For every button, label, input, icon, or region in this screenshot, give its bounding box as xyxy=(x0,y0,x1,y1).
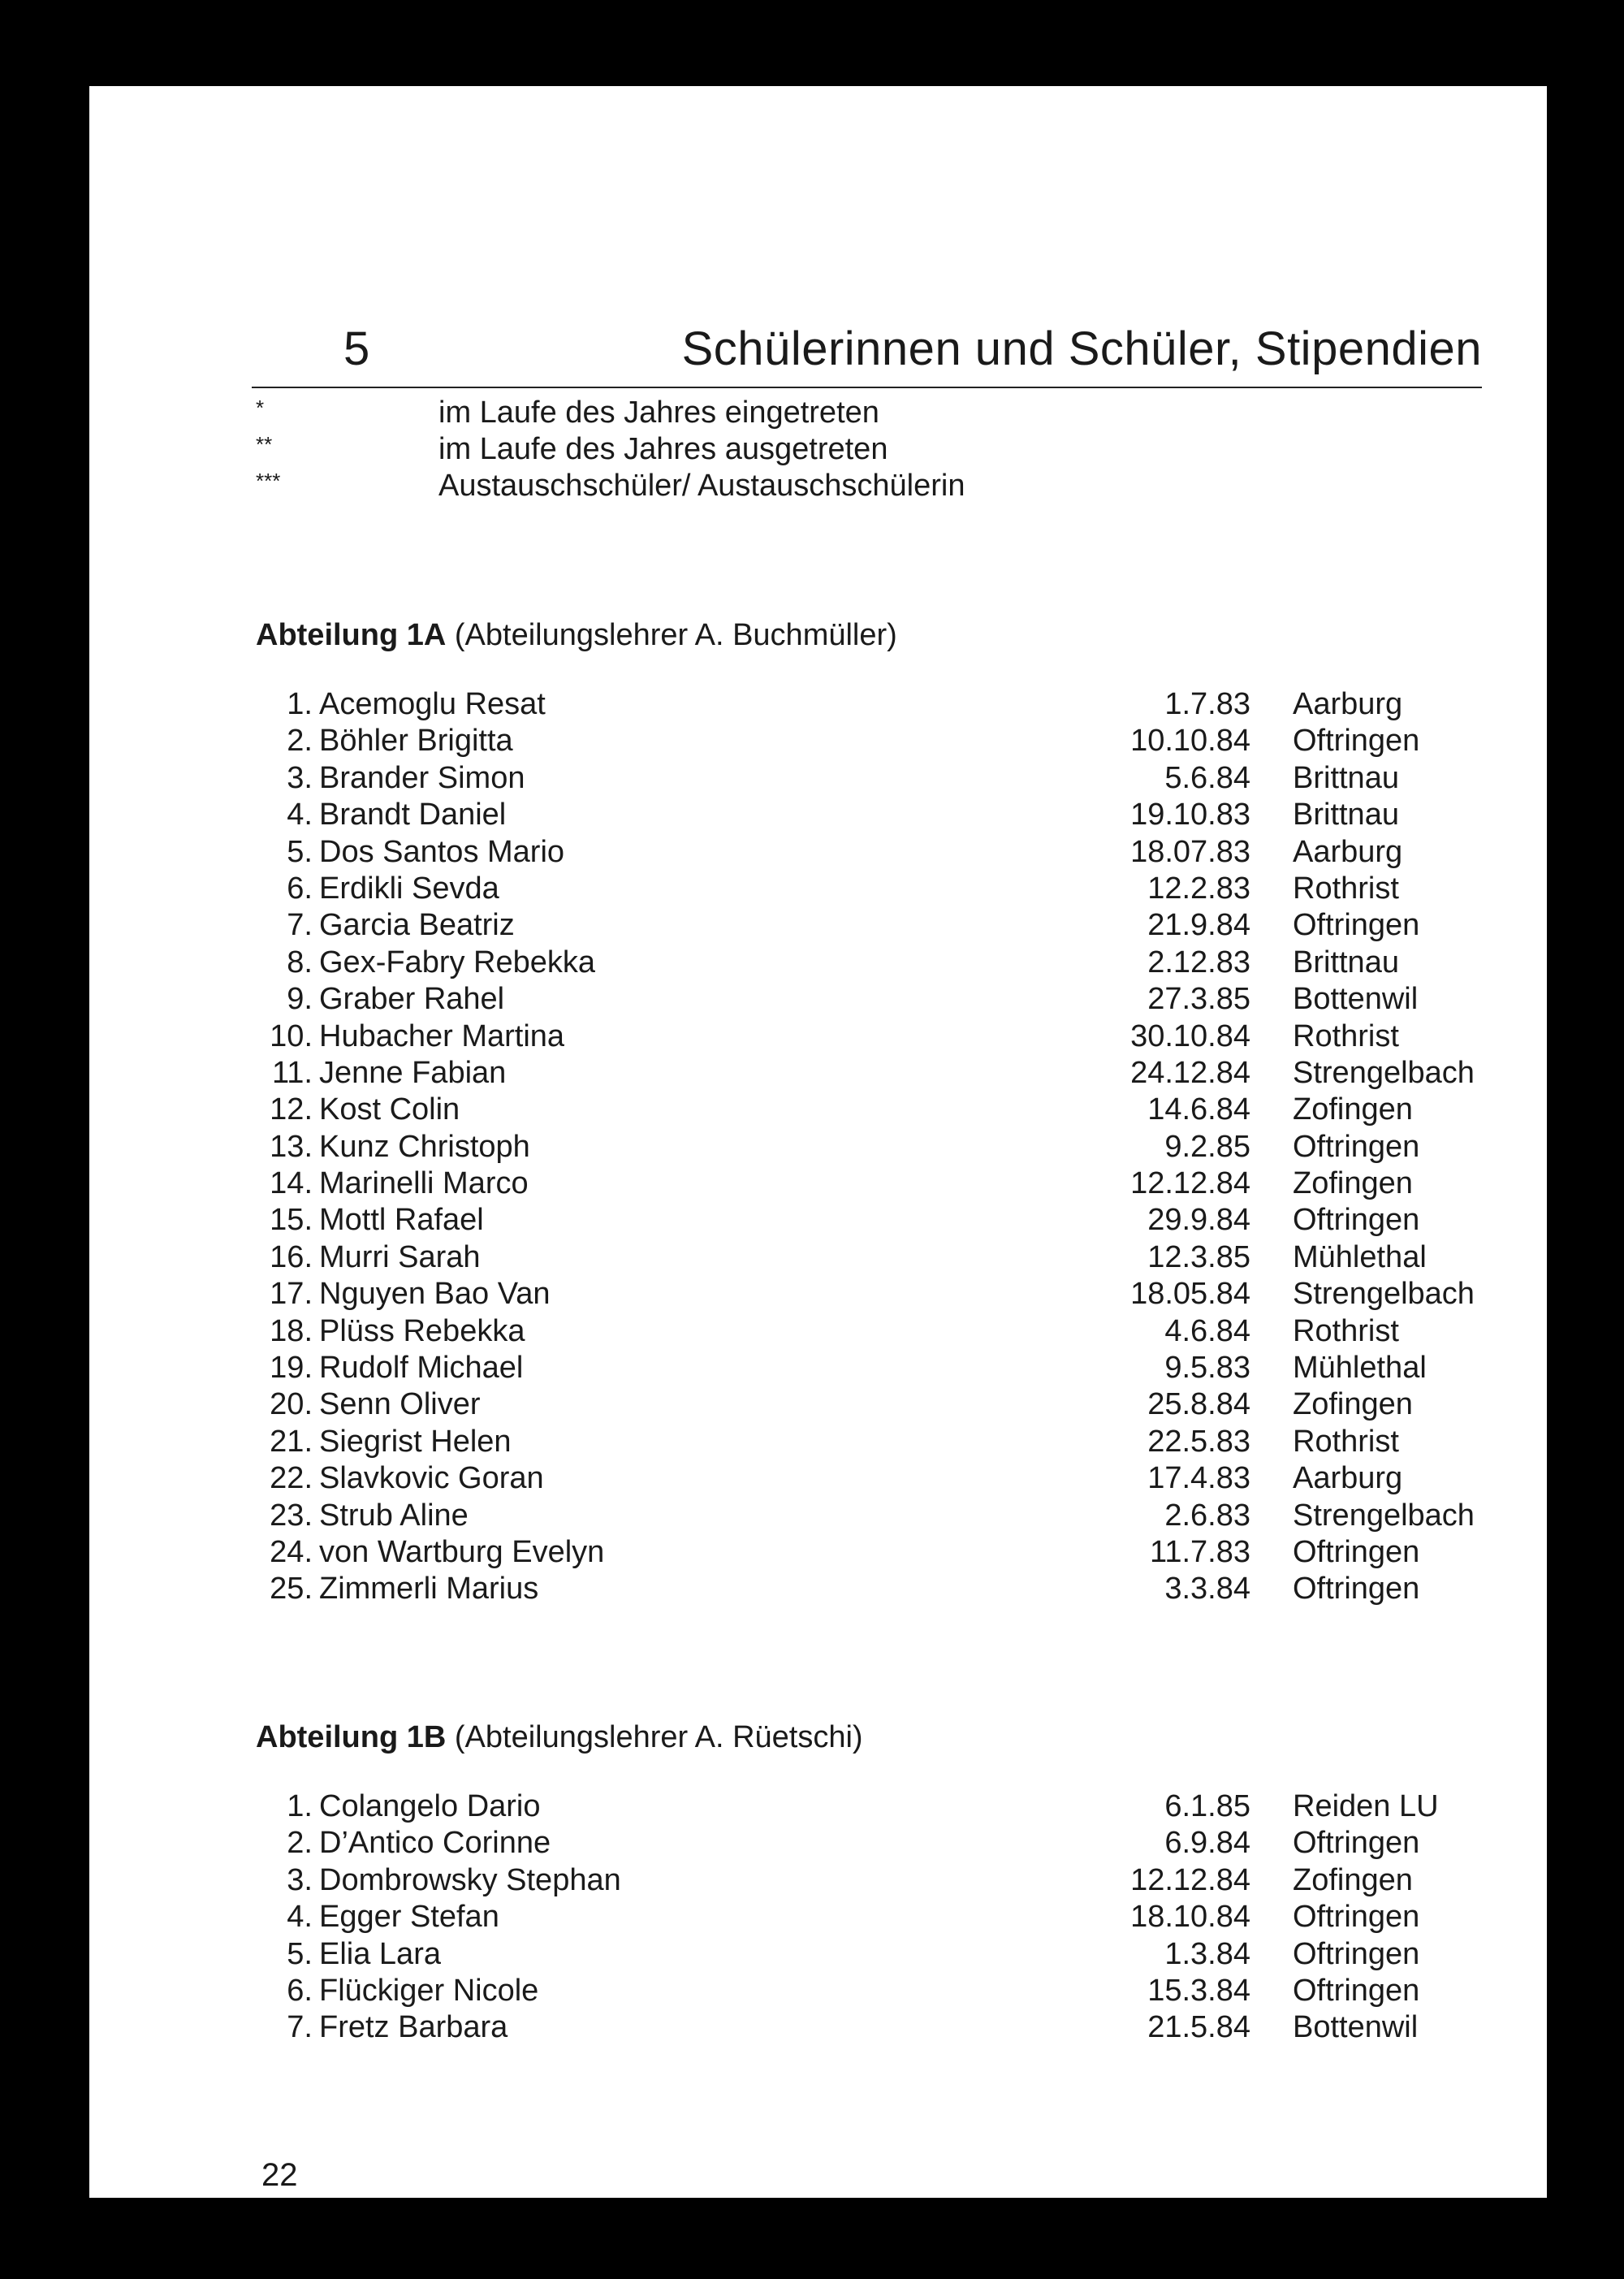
student-name: Brander Simon xyxy=(319,760,525,795)
student-row xyxy=(256,1571,1474,1607)
birth-date: 6.9.84 xyxy=(1164,1826,1250,1861)
student-row xyxy=(256,1862,1474,1899)
home-town: Oftringen xyxy=(1293,1534,1420,1569)
student-row xyxy=(256,760,1474,797)
birth-date: 22.5.83 xyxy=(1147,1424,1250,1459)
student-row xyxy=(256,1386,1474,1423)
birth-date: 18.10.84 xyxy=(1130,1900,1250,1935)
home-town: Brittnau xyxy=(1293,760,1399,795)
student-row xyxy=(256,1973,1474,2009)
student-number: 21. xyxy=(270,1424,313,1459)
birth-date: 12.3.85 xyxy=(1147,1239,1250,1274)
student-name: Plüss Rebekka xyxy=(319,1313,525,1348)
student-number: 5. xyxy=(287,1936,313,1971)
home-town: Bottenwil xyxy=(1293,2010,1419,2045)
student-name: Senn Oliver xyxy=(319,1387,481,1422)
student-number: 24. xyxy=(270,1534,313,1569)
student-name: Dos Santos Mario xyxy=(319,834,565,869)
home-town: Zofingen xyxy=(1293,1862,1413,1897)
student-number: 7. xyxy=(287,2010,313,2045)
birth-date: 2.6.83 xyxy=(1164,1498,1250,1533)
student-row xyxy=(256,1092,1474,1128)
section-title: Abteilung 1A xyxy=(256,618,447,652)
student-row xyxy=(256,1313,1474,1350)
section-heading-1a xyxy=(256,618,897,653)
student-number: 2. xyxy=(287,724,313,759)
section-teacher: (Abteilungslehrer A. Buchmüller) xyxy=(454,618,897,652)
birth-date: 1.7.83 xyxy=(1164,687,1250,721)
birth-date: 25.8.84 xyxy=(1147,1387,1250,1422)
student-number: 2. xyxy=(287,1826,313,1861)
student-number: 17. xyxy=(270,1277,313,1312)
section-heading-1b xyxy=(256,1720,863,1755)
home-town: Oftringen xyxy=(1293,908,1420,943)
home-town: Oftringen xyxy=(1293,1203,1420,1238)
home-town: Reiden LU xyxy=(1293,1789,1439,1823)
home-town: Aarburg xyxy=(1293,1461,1403,1496)
home-town: Aarburg xyxy=(1293,687,1403,721)
student-name: Kost Colin xyxy=(319,1092,460,1127)
student-row xyxy=(256,1788,1474,1825)
home-town: Oftringen xyxy=(1293,1129,1420,1164)
student-name: D’Antico Corinne xyxy=(319,1826,551,1861)
student-row xyxy=(256,945,1474,981)
student-row xyxy=(256,1018,1474,1055)
birth-date: 5.6.84 xyxy=(1164,760,1250,795)
student-number: 6. xyxy=(287,1973,313,2008)
home-town: Zofingen xyxy=(1293,1166,1413,1201)
student-name: Murri Sarah xyxy=(319,1239,481,1274)
section-teacher: (Abteilungslehrer A. Rüetschi) xyxy=(454,1720,863,1754)
home-town: Strengelbach xyxy=(1293,1055,1475,1090)
home-town: Mühlethal xyxy=(1293,1351,1427,1386)
legend-symbol: * xyxy=(256,396,265,420)
student-number: 18. xyxy=(270,1313,313,1348)
student-row xyxy=(256,723,1474,759)
student-row xyxy=(256,1202,1474,1239)
home-town: Oftringen xyxy=(1293,724,1420,759)
home-town: Oftringen xyxy=(1293,1973,1420,2008)
student-name: Erdikli Sevda xyxy=(319,871,499,906)
student-row xyxy=(256,1498,1474,1534)
student-name: Jenne Fabian xyxy=(319,1055,507,1090)
birth-date: 21.5.84 xyxy=(1147,2010,1250,2045)
student-number: 5. xyxy=(287,834,313,869)
birth-date: 24.12.84 xyxy=(1130,1055,1250,1090)
student-number: 13. xyxy=(270,1129,313,1164)
student-number: 4. xyxy=(287,798,313,832)
student-name: Fretz Barbara xyxy=(319,2010,508,2045)
student-row xyxy=(256,1899,1474,1935)
home-town: Rothrist xyxy=(1293,1424,1399,1459)
student-list-1b xyxy=(256,1788,1474,2047)
home-town: Aarburg xyxy=(1293,834,1403,869)
student-name: Böhler Brigitta xyxy=(319,724,513,759)
student-number: 8. xyxy=(287,945,313,979)
home-town: Strengelbach xyxy=(1293,1498,1475,1533)
birth-date: 17.4.83 xyxy=(1147,1461,1250,1496)
student-row xyxy=(256,1936,1474,1973)
birth-date: 3.3.84 xyxy=(1164,1572,1250,1607)
student-name: von Wartburg Evelyn xyxy=(319,1534,605,1569)
student-number: 1. xyxy=(287,687,313,721)
student-number: 25. xyxy=(270,1572,313,1607)
student-row xyxy=(256,686,1474,723)
student-row xyxy=(256,1239,1474,1276)
student-row xyxy=(256,1825,1474,1862)
student-name: Hubacher Martina xyxy=(319,1018,565,1053)
home-town: Brittnau xyxy=(1293,798,1399,832)
student-row xyxy=(256,1460,1474,1497)
student-number: 11. xyxy=(271,1055,313,1090)
student-name: Egger Stefan xyxy=(319,1900,499,1935)
student-row xyxy=(256,797,1474,833)
student-name: Garcia Beatriz xyxy=(319,908,515,943)
student-name: Gex-Fabry Rebekka xyxy=(319,945,596,979)
home-town: Oftringen xyxy=(1293,1572,1420,1607)
birth-date: 12.12.84 xyxy=(1130,1862,1250,1897)
student-number: 22. xyxy=(270,1461,313,1496)
student-number: 4. xyxy=(287,1900,313,1935)
student-row xyxy=(256,1350,1474,1386)
student-name: Strub Aline xyxy=(319,1498,469,1533)
home-town: Brittnau xyxy=(1293,945,1399,979)
birth-date: 18.07.83 xyxy=(1130,834,1250,869)
student-number: 3. xyxy=(287,1862,313,1897)
birth-date: 4.6.84 xyxy=(1164,1313,1250,1348)
student-name: Flückiger Nicole xyxy=(319,1973,539,2008)
birth-date: 6.1.85 xyxy=(1164,1789,1250,1823)
student-name: Graber Rahel xyxy=(319,982,505,1017)
student-name: Colangelo Dario xyxy=(319,1789,541,1823)
birth-date: 14.6.84 xyxy=(1147,1092,1250,1127)
student-name: Kunz Christoph xyxy=(319,1129,530,1164)
student-row xyxy=(256,871,1474,907)
legend-symbol: ** xyxy=(256,432,273,456)
student-number: 20. xyxy=(270,1387,313,1422)
birth-date: 11.7.83 xyxy=(1150,1534,1250,1569)
legend-text: Austauschschüler/ Austauschschülerin xyxy=(438,469,965,503)
student-number: 16. xyxy=(270,1239,313,1274)
student-number: 23. xyxy=(270,1498,313,1533)
home-town: Rothrist xyxy=(1293,1313,1399,1348)
birth-date: 1.3.84 xyxy=(1164,1936,1250,1971)
birth-date: 12.2.83 xyxy=(1147,871,1250,906)
student-name: Zimmerli Marius xyxy=(319,1572,539,1607)
home-town: Strengelbach xyxy=(1293,1277,1475,1312)
birth-date: 12.12.84 xyxy=(1130,1166,1250,1201)
birth-date: 21.9.84 xyxy=(1147,908,1250,943)
student-name: Brandt Daniel xyxy=(319,798,507,832)
birth-date: 29.9.84 xyxy=(1147,1203,1250,1238)
student-name: Siegrist Helen xyxy=(319,1424,512,1459)
student-row xyxy=(256,981,1474,1018)
legend-symbol: *** xyxy=(256,469,281,493)
student-row xyxy=(256,907,1474,944)
student-name: Marinelli Marco xyxy=(319,1166,529,1201)
student-name: Mottl Rafael xyxy=(319,1203,484,1238)
student-list-1a xyxy=(256,686,1474,1608)
student-number: 6. xyxy=(287,871,313,906)
chapter-title: Schülerinnen und Schüler, Stipendien xyxy=(681,322,1482,375)
birth-date: 30.10.84 xyxy=(1130,1018,1250,1053)
student-number: 9. xyxy=(287,982,313,1017)
student-number: 1. xyxy=(287,1789,313,1823)
student-number: 15. xyxy=(270,1203,313,1238)
student-row xyxy=(256,1055,1474,1092)
birth-date: 9.5.83 xyxy=(1164,1351,1250,1386)
student-name: Rudolf Michael xyxy=(319,1351,524,1386)
student-number: 14. xyxy=(270,1166,313,1201)
student-row xyxy=(256,1165,1474,1202)
home-town: Zofingen xyxy=(1293,1092,1413,1127)
home-town: Rothrist xyxy=(1293,871,1399,906)
student-number: 7. xyxy=(287,908,313,943)
chapter-number: 5 xyxy=(343,322,370,375)
student-row xyxy=(256,834,1474,871)
student-name: Elia Lara xyxy=(319,1936,441,1971)
student-row xyxy=(256,1276,1474,1312)
student-name: Dombrowsky Stephan xyxy=(319,1862,621,1897)
student-number: 3. xyxy=(287,760,313,795)
student-row xyxy=(256,1129,1474,1165)
student-name: Slavkovic Goran xyxy=(319,1461,544,1496)
student-name: Nguyen Bao Van xyxy=(319,1277,551,1312)
birth-date: 10.10.84 xyxy=(1130,724,1250,759)
birth-date: 9.2.85 xyxy=(1164,1129,1250,1164)
birth-date: 19.10.83 xyxy=(1130,798,1250,832)
home-town: Zofingen xyxy=(1293,1387,1413,1422)
birth-date: 27.3.85 xyxy=(1147,982,1250,1017)
student-row xyxy=(256,1534,1474,1571)
student-number: 12. xyxy=(270,1092,313,1127)
home-town: Oftringen xyxy=(1293,1826,1420,1861)
home-town: Bottenwil xyxy=(1293,982,1419,1017)
home-town: Rothrist xyxy=(1293,1018,1399,1053)
home-town: Oftringen xyxy=(1293,1900,1420,1935)
home-town: Oftringen xyxy=(1293,1936,1420,1971)
birth-date: 18.05.84 xyxy=(1130,1277,1250,1312)
page-number: 22 xyxy=(261,2157,298,2193)
home-town: Mühlethal xyxy=(1293,1239,1427,1274)
legend-text: im Laufe des Jahres ausgetreten xyxy=(438,432,888,466)
legend-text: im Laufe des Jahres eingetreten xyxy=(438,396,879,430)
student-number: 19. xyxy=(270,1351,313,1386)
birth-date: 15.3.84 xyxy=(1147,1973,1250,2008)
student-name: Acemoglu Resat xyxy=(319,687,546,721)
student-row xyxy=(256,2009,1474,2046)
student-number: 10. xyxy=(270,1018,313,1053)
chapter-header xyxy=(252,240,1482,388)
section-title: Abteilung 1B xyxy=(256,1720,447,1754)
birth-date: 2.12.83 xyxy=(1147,945,1250,979)
document-page xyxy=(89,86,1547,2198)
student-row xyxy=(256,1424,1474,1460)
